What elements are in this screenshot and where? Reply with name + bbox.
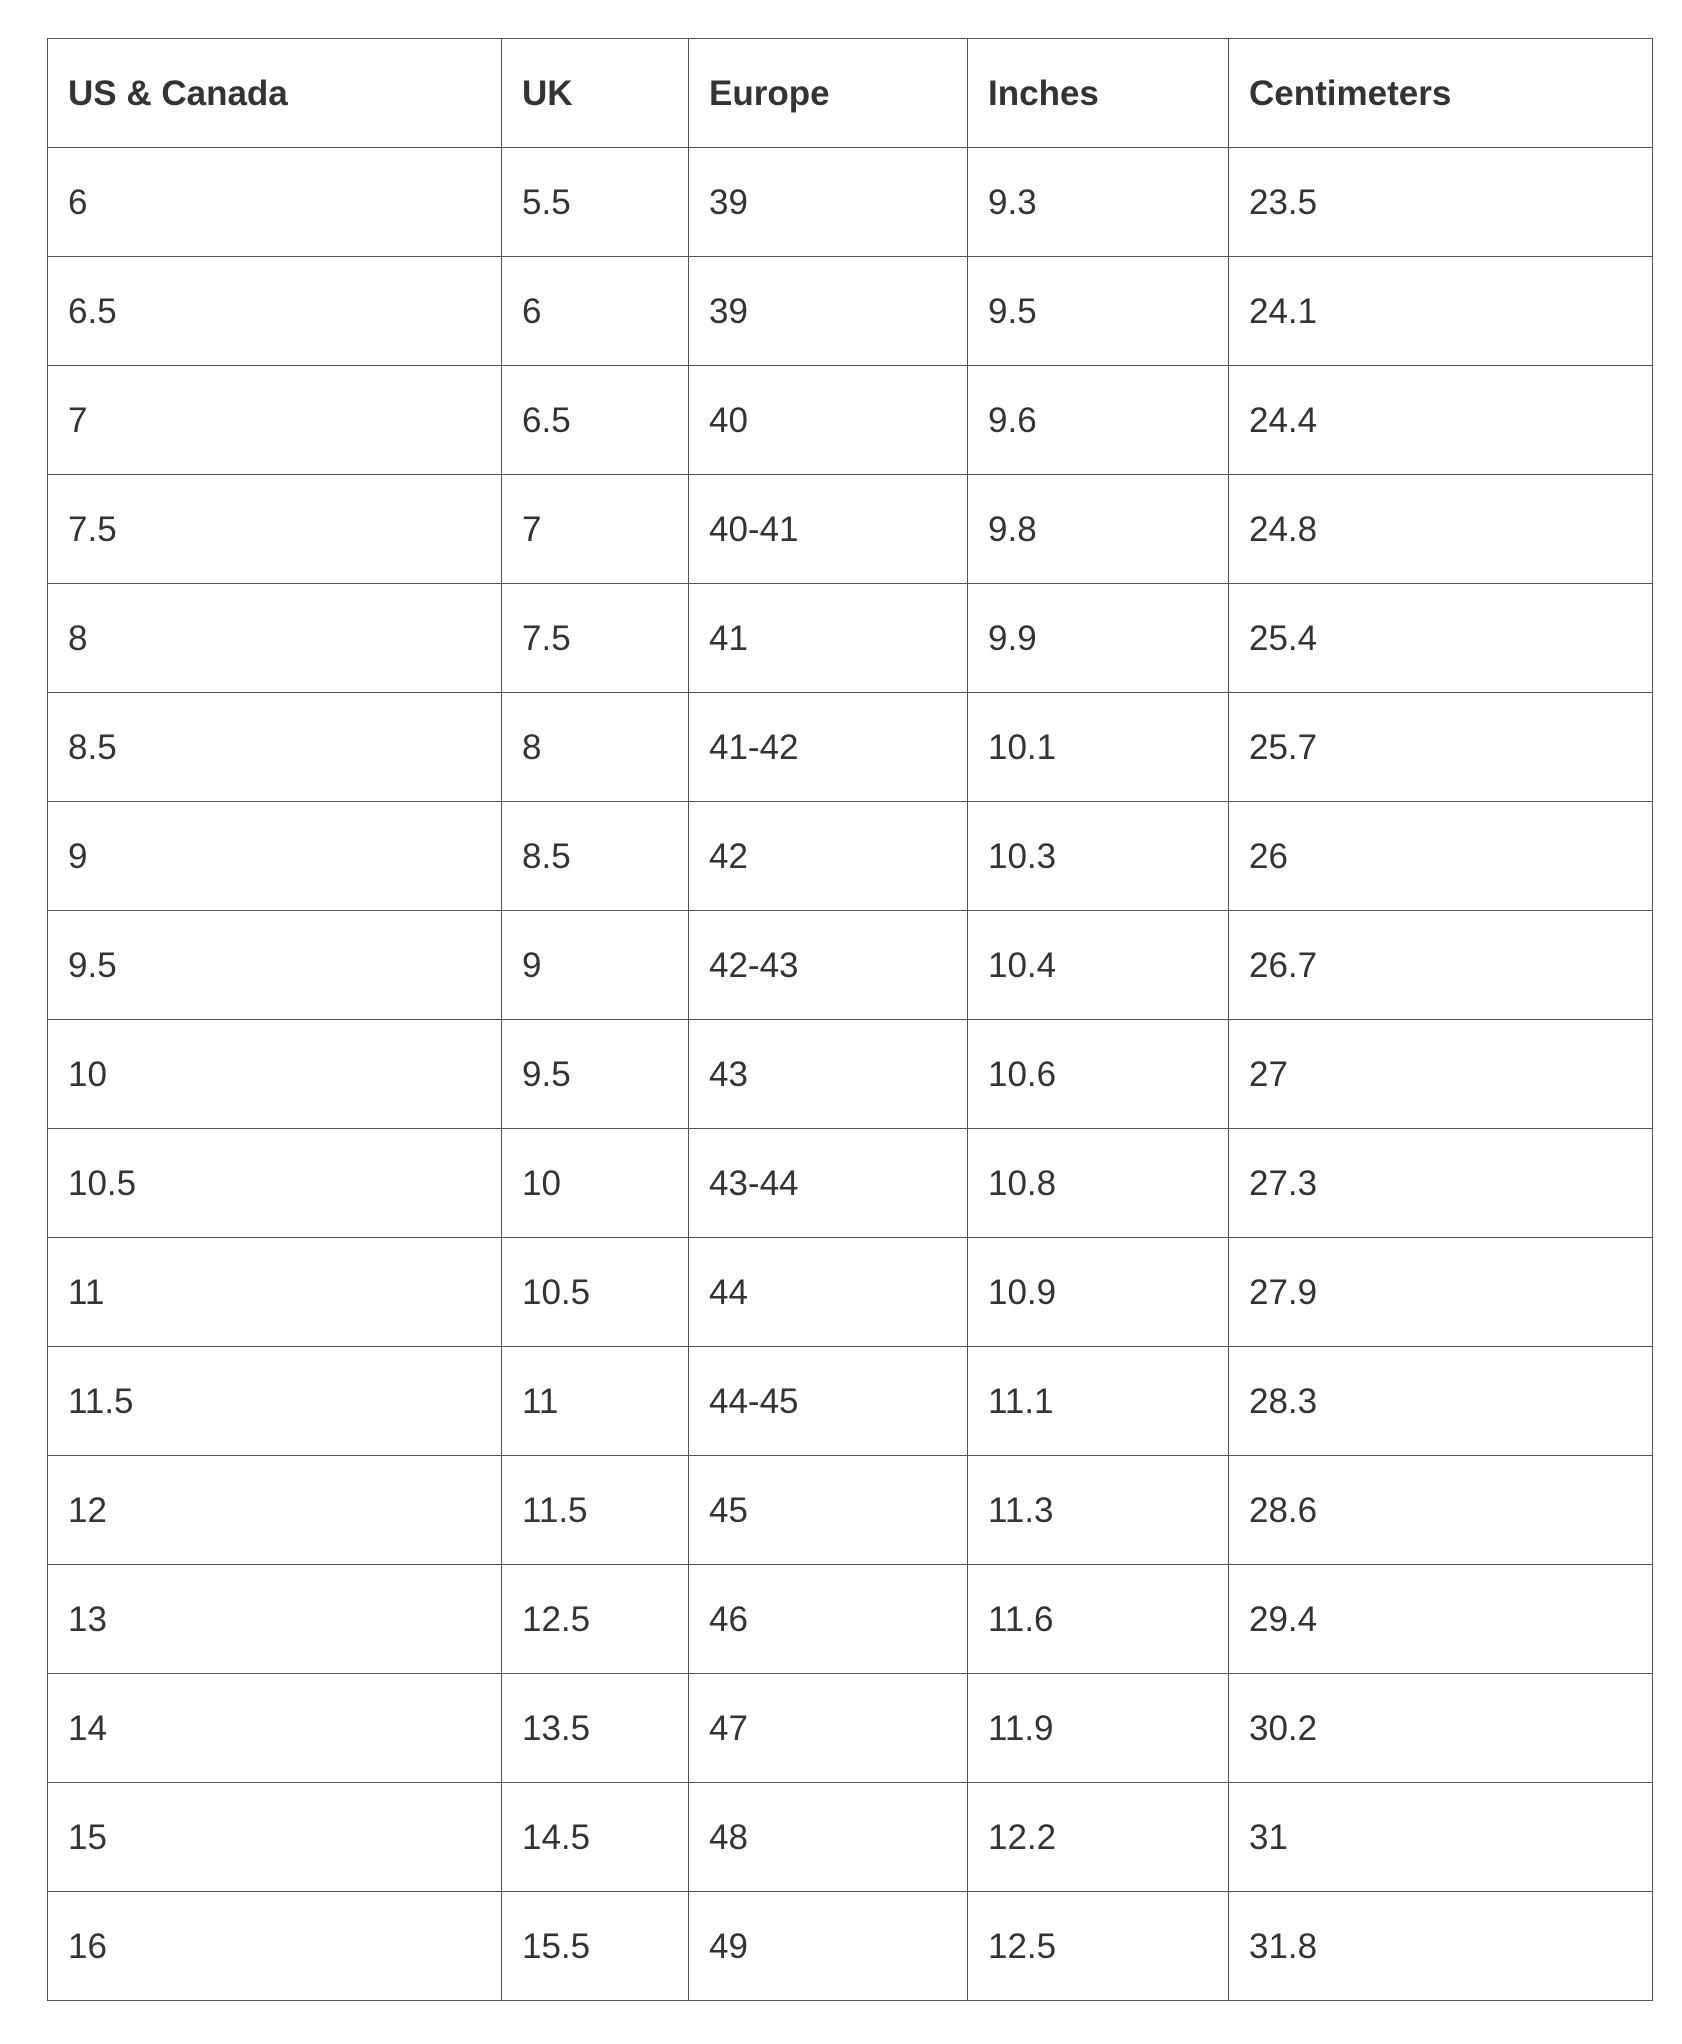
cell-centimeters: 26 bbox=[1229, 802, 1653, 911]
table-row bbox=[48, 1129, 1653, 1238]
cell-us-canada: 8 bbox=[48, 584, 502, 693]
cell-europe: 41-42 bbox=[689, 693, 968, 802]
cell-inches: 11.3 bbox=[968, 1456, 1229, 1565]
table-row bbox=[48, 1565, 1653, 1674]
cell-centimeters: 24.8 bbox=[1229, 475, 1653, 584]
table-body bbox=[48, 148, 1653, 2001]
cell-inches: 11.1 bbox=[968, 1347, 1229, 1456]
cell-europe: 47 bbox=[689, 1674, 968, 1783]
cell-us-canada: 13 bbox=[48, 1565, 502, 1674]
cell-europe: 39 bbox=[689, 148, 968, 257]
cell-europe: 44 bbox=[689, 1238, 968, 1347]
cell-centimeters: 31 bbox=[1229, 1783, 1653, 1892]
cell-centimeters: 23.5 bbox=[1229, 148, 1653, 257]
cell-inches: 9.3 bbox=[968, 148, 1229, 257]
cell-us-canada: 9.5 bbox=[48, 911, 502, 1020]
cell-europe: 48 bbox=[689, 1783, 968, 1892]
cell-centimeters: 30.2 bbox=[1229, 1674, 1653, 1783]
cell-us-canada: 8.5 bbox=[48, 693, 502, 802]
header-inches: Inches bbox=[968, 39, 1229, 148]
cell-uk: 8 bbox=[502, 693, 689, 802]
cell-europe: 40-41 bbox=[689, 475, 968, 584]
cell-uk: 10 bbox=[502, 1129, 689, 1238]
cell-europe: 45 bbox=[689, 1456, 968, 1565]
table-row bbox=[48, 1238, 1653, 1347]
cell-centimeters: 27.3 bbox=[1229, 1129, 1653, 1238]
cell-inches: 11.9 bbox=[968, 1674, 1229, 1783]
cell-europe: 43-44 bbox=[689, 1129, 968, 1238]
cell-centimeters: 24.1 bbox=[1229, 257, 1653, 366]
cell-uk: 14.5 bbox=[502, 1783, 689, 1892]
table-row bbox=[48, 148, 1653, 257]
table-row bbox=[48, 1456, 1653, 1565]
table-row bbox=[48, 693, 1653, 802]
cell-inches: 10.8 bbox=[968, 1129, 1229, 1238]
cell-uk: 7.5 bbox=[502, 584, 689, 693]
cell-uk: 11.5 bbox=[502, 1456, 689, 1565]
cell-inches: 9.8 bbox=[968, 475, 1229, 584]
cell-uk: 13.5 bbox=[502, 1674, 689, 1783]
cell-centimeters: 29.4 bbox=[1229, 1565, 1653, 1674]
table-row bbox=[48, 1892, 1653, 2001]
cell-europe: 40 bbox=[689, 366, 968, 475]
cell-europe: 49 bbox=[689, 1892, 968, 2001]
cell-uk: 15.5 bbox=[502, 1892, 689, 2001]
cell-us-canada: 9 bbox=[48, 802, 502, 911]
cell-uk: 10.5 bbox=[502, 1238, 689, 1347]
cell-inches: 10.1 bbox=[968, 693, 1229, 802]
cell-uk: 8.5 bbox=[502, 802, 689, 911]
cell-europe: 42 bbox=[689, 802, 968, 911]
cell-europe: 44-45 bbox=[689, 1347, 968, 1456]
cell-centimeters: 26.7 bbox=[1229, 911, 1653, 1020]
table-row bbox=[48, 366, 1653, 475]
cell-us-canada: 10 bbox=[48, 1020, 502, 1129]
cell-centimeters: 27.9 bbox=[1229, 1238, 1653, 1347]
cell-us-canada: 10.5 bbox=[48, 1129, 502, 1238]
cell-centimeters: 27 bbox=[1229, 1020, 1653, 1129]
cell-us-canada: 16 bbox=[48, 1892, 502, 2001]
cell-us-canada: 6.5 bbox=[48, 257, 502, 366]
cell-us-canada: 7.5 bbox=[48, 475, 502, 584]
cell-us-canada: 14 bbox=[48, 1674, 502, 1783]
cell-us-canada: 6 bbox=[48, 148, 502, 257]
cell-inches: 11.6 bbox=[968, 1565, 1229, 1674]
cell-centimeters: 25.7 bbox=[1229, 693, 1653, 802]
cell-europe: 42-43 bbox=[689, 911, 968, 1020]
table-row bbox=[48, 802, 1653, 911]
table-row bbox=[48, 475, 1653, 584]
cell-europe: 43 bbox=[689, 1020, 968, 1129]
cell-inches: 12.5 bbox=[968, 1892, 1229, 2001]
table-row bbox=[48, 1020, 1653, 1129]
table-row bbox=[48, 1783, 1653, 1892]
cell-centimeters: 24.4 bbox=[1229, 366, 1653, 475]
header-centimeters: Centimeters bbox=[1229, 39, 1653, 148]
table-row bbox=[48, 1674, 1653, 1783]
cell-inches: 10.4 bbox=[968, 911, 1229, 1020]
cell-inches: 9.6 bbox=[968, 366, 1229, 475]
cell-us-canada: 11 bbox=[48, 1238, 502, 1347]
table-row bbox=[48, 911, 1653, 1020]
cell-uk: 12.5 bbox=[502, 1565, 689, 1674]
cell-europe: 41 bbox=[689, 584, 968, 693]
cell-uk: 11 bbox=[502, 1347, 689, 1456]
shoe-size-table bbox=[47, 38, 1653, 2001]
cell-inches: 12.2 bbox=[968, 1783, 1229, 1892]
cell-centimeters: 31.8 bbox=[1229, 1892, 1653, 2001]
cell-uk: 9 bbox=[502, 911, 689, 1020]
cell-uk: 9.5 bbox=[502, 1020, 689, 1129]
cell-inches: 9.9 bbox=[968, 584, 1229, 693]
table-header bbox=[48, 39, 1653, 148]
cell-us-canada: 12 bbox=[48, 1456, 502, 1565]
cell-us-canada: 7 bbox=[48, 366, 502, 475]
header-uk: UK bbox=[502, 39, 689, 148]
cell-inches: 10.3 bbox=[968, 802, 1229, 911]
header-us-canada: US & Canada bbox=[48, 39, 502, 148]
cell-inches: 10.6 bbox=[968, 1020, 1229, 1129]
cell-europe: 39 bbox=[689, 257, 968, 366]
cell-centimeters: 28.6 bbox=[1229, 1456, 1653, 1565]
cell-us-canada: 11.5 bbox=[48, 1347, 502, 1456]
cell-uk: 5.5 bbox=[502, 148, 689, 257]
cell-europe: 46 bbox=[689, 1565, 968, 1674]
cell-inches: 10.9 bbox=[968, 1238, 1229, 1347]
table-row bbox=[48, 584, 1653, 693]
header-row bbox=[48, 39, 1653, 148]
cell-uk: 6.5 bbox=[502, 366, 689, 475]
header-europe: Europe bbox=[689, 39, 968, 148]
size-chart-container bbox=[47, 38, 1652, 2001]
cell-uk: 6 bbox=[502, 257, 689, 366]
table-row bbox=[48, 1347, 1653, 1456]
cell-centimeters: 28.3 bbox=[1229, 1347, 1653, 1456]
cell-centimeters: 25.4 bbox=[1229, 584, 1653, 693]
table-row bbox=[48, 257, 1653, 366]
cell-uk: 7 bbox=[502, 475, 689, 584]
cell-inches: 9.5 bbox=[968, 257, 1229, 366]
cell-us-canada: 15 bbox=[48, 1783, 502, 1892]
